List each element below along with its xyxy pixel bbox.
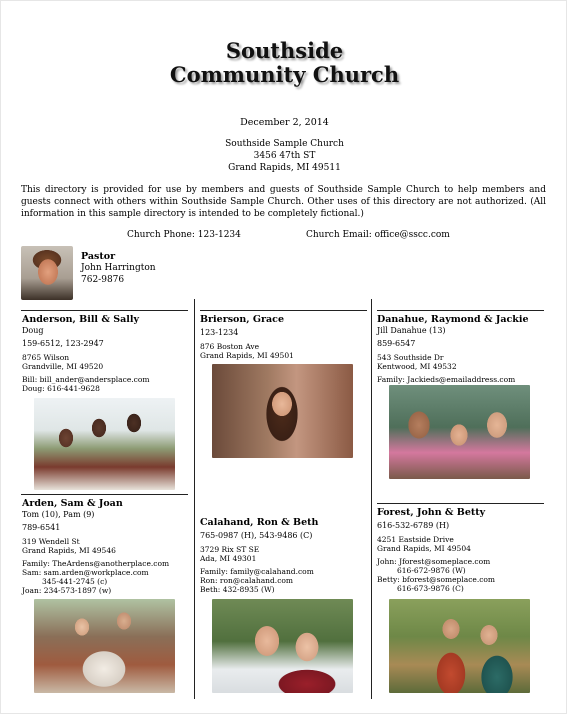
calahand-photo xyxy=(212,599,353,693)
family-phone: 123-1234 xyxy=(200,328,239,337)
brierson-photo xyxy=(212,364,353,458)
pastor-name: John Harrington xyxy=(81,263,156,273)
family-contact: 616-672-9876 (W) xyxy=(397,566,466,575)
family-entry xyxy=(377,314,547,384)
family-name: Forest, John & Betty xyxy=(377,507,486,518)
family-entry xyxy=(22,498,187,595)
church-address-line: Grand Rapids, MI 49511 xyxy=(228,163,341,173)
family-contact: Family: TheArdens@anotherplace.com xyxy=(22,559,170,568)
family-phone: 859-6547 xyxy=(377,339,416,348)
church-address-line: Southside Sample Church xyxy=(225,139,344,149)
church-title-line1: Southside xyxy=(225,38,344,63)
column-divider-horizontal xyxy=(200,310,367,311)
family-address-line: Ada, MI 49301 xyxy=(200,554,257,563)
family-contact: John: Jforest@someplace.com xyxy=(377,557,491,566)
family-phone: 789-6541 xyxy=(22,523,61,532)
pastor-title: Pastor xyxy=(81,251,116,262)
family-address-line: Grand Rapids, MI 49504 xyxy=(377,544,471,553)
danahue-family-photo xyxy=(389,385,530,479)
family-address-line: Grandville, MI 49520 xyxy=(22,362,104,371)
family-address-line: 876 Boston Ave xyxy=(200,342,260,351)
family-contact: Sam: sam.arden@workplace.com xyxy=(22,568,149,577)
family-address-line: 319 Wendell St xyxy=(22,537,80,546)
pastor-photo xyxy=(21,246,73,300)
family-phone: 616-532-6789 (H) xyxy=(377,521,450,530)
column-divider-horizontal xyxy=(377,310,544,311)
column-divider-vertical xyxy=(194,299,195,699)
forest-family-photo xyxy=(389,599,530,693)
church-email: Church Email: office@sscc.com xyxy=(306,230,450,240)
family-address-line: 543 Southside Dr xyxy=(377,353,444,362)
column-divider-horizontal xyxy=(377,503,544,504)
column-divider-horizontal xyxy=(21,494,188,495)
family-contact: 345-441-2745 (c) xyxy=(42,577,108,586)
family-entry xyxy=(200,517,365,594)
family-name: Calahand, Ron & Beth xyxy=(200,517,319,528)
church-address-line: 3456 47th ST xyxy=(253,151,316,161)
family-name: Danahue, Raymond & Jackie xyxy=(377,314,529,325)
family-entry xyxy=(377,507,547,593)
family-name: Arden, Sam & Joan xyxy=(22,498,123,509)
directory-date: December 2, 2014 xyxy=(240,117,329,128)
family-contact: Family: family@calahand.com xyxy=(200,567,314,576)
family-contact: Ron: ron@calahand.com xyxy=(200,576,294,585)
family-contact: Family: Jackieds@emailaddress.com xyxy=(377,375,516,384)
family-address-line: Grand Rapids, MI 49546 xyxy=(22,546,116,555)
family-phone: 159-6512, 123-2947 xyxy=(22,339,104,348)
anderson-family-photo xyxy=(34,398,175,490)
intro-paragraph: This directory is provided for use by members and guests of Southside Sample Church to help members and guests connect with others within Southside Sample Church. Other uses of this directory are not authorized. (All information in this sample directory is intended to be completely fictional.) xyxy=(21,185,546,219)
family-contact: Betty: bforest@someplace.com xyxy=(377,575,496,584)
church-title-line2: Community Church xyxy=(169,62,400,87)
family-contact: Beth: 432-8935 (W) xyxy=(200,585,275,594)
family-entry xyxy=(22,314,187,393)
family-members: Doug xyxy=(22,326,44,335)
family-phone: 765-0987 (H), 543-9486 (C) xyxy=(200,531,313,540)
family-name: Anderson, Bill & Sally xyxy=(22,314,139,325)
family-members: Tom (10), Pam (9) xyxy=(22,510,95,519)
column-divider-horizontal xyxy=(21,310,188,311)
family-address-line: 3729 Rix ST SE xyxy=(200,545,260,554)
family-name: Brierson, Grace xyxy=(200,314,285,325)
pastor-phone: 762-9876 xyxy=(81,275,125,285)
arden-family-photo xyxy=(34,599,175,693)
family-address-line: Kentwood, MI 49532 xyxy=(377,362,457,371)
family-contact: Doug: 616-441-9628 xyxy=(22,384,100,393)
church-phone: Church Phone: 123-1234 xyxy=(127,230,241,240)
family-contact: Bill: bill_ander@andersplace.com xyxy=(22,375,150,384)
family-address-line: 8765 Wilson xyxy=(22,353,70,362)
family-address-line: Grand Rapids, MI 49501 xyxy=(200,351,294,360)
family-address-line: 4251 Eastside Drive xyxy=(377,535,454,544)
family-members: Jill Danahue (13) xyxy=(377,326,446,335)
family-contact: 616-673-9876 (C) xyxy=(397,584,464,593)
column-divider-vertical xyxy=(371,299,372,699)
family-entry xyxy=(200,314,365,360)
family-contact: Joan: 234-573-1897 (w) xyxy=(22,586,112,595)
